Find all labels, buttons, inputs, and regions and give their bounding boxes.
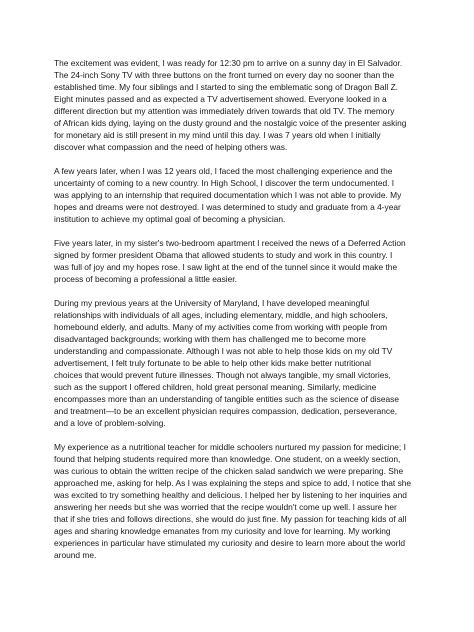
text-line: disadvantaged backgrounds; working with them has challenged me to become more — [54, 334, 366, 344]
text-line: approached me, asking for help. As I was explaining the steps and spice to add, I notice that she — [54, 478, 412, 488]
text-line: Eight minutes passed and as expected a TV advertisement showed. Everyone looked in a — [54, 94, 387, 104]
text-line: and treatment—to be an excellent physician requires compassion, dedication, perseverance, — [54, 406, 398, 416]
text-line: signed by former president Obama that allowed students to study and work in this country. I — [54, 250, 393, 260]
text-line: hopes and dreams were not destroyed. I was determined to study and graduate from a 4-year — [54, 202, 401, 212]
text-line: such as the support I offered children, hold great personal meaning. Similarly, medicine — [54, 382, 377, 392]
paragraph-deferred-action — [54, 237, 430, 285]
text-line: experiences in particular have stimulated my curiosity and desire to learn more about the world — [54, 538, 405, 548]
text-line: understanding and compassionate. Although I was not able to help those kids on my old TV — [54, 346, 393, 356]
text-line: During my previous years at the University of Maryland, I have developed meaningful — [54, 298, 370, 308]
text-line: uncertainty of coming to a new country. In High School, I discover the term undocumented. I — [54, 178, 395, 188]
text-line: was excited to try something healthy and delicious. I helped her by listening to her inquiries and — [54, 490, 407, 500]
text-line: was curious to obtain the written recipe of the chicken salad sandwich we were preparing. She — [54, 466, 404, 476]
text-line: that if she tries and follows directions, she would do just fine. My passion for teaching kids of all — [54, 514, 407, 524]
text-line: The excitement was evident, I was ready for 12:30 pm to arrive on a sunny day in El Salvador. — [54, 58, 403, 68]
text-line: advertisement, I felt truly fortunate to be able to help other kids make better nutritional — [54, 358, 372, 368]
document-body — [54, 57, 430, 573]
text-line: found that helping students required more than knowledge. One student, on a weekly section, — [54, 454, 401, 464]
text-line: for monetary aid is still present in my mind until this day. I was 7 years old when I initially — [54, 130, 381, 140]
text-line: discover what compassion and the need of helping others was. — [54, 142, 288, 152]
text-line: relationships with individuals of all ages, including elementary, middle, and high schoolers, — [54, 310, 388, 320]
text-line: Five years later, in my sister's two-bedroom apartment I received the news of a Deferred Action — [54, 238, 406, 248]
text-line: answering her needs but she was worried that the recipe wouldn't come up well. I assure her — [54, 502, 397, 512]
text-line: My experience as a nutritional teacher for middle schoolers nurtured my passion for medicine; I — [54, 442, 406, 452]
paragraph-nutrition-teacher — [54, 441, 430, 561]
text-line: of African kids dying, laying on the dusty ground and the nostalgic voice of the presenter asking — [54, 118, 407, 128]
paragraph-childhood-memory — [54, 57, 430, 153]
text-line: and a love of problem-solving. — [54, 418, 166, 428]
text-line: choices that would prevent future illnesses. Though not always tangible, my small victories, — [54, 370, 391, 380]
text-line: encompasses more than an understanding of tangible entities such as the science of disease — [54, 394, 399, 404]
text-line: institution to achieve my optimal goal of becoming a physician. — [54, 214, 286, 224]
paragraph-university — [54, 297, 430, 429]
text-line: was full of joy and my hopes rose. I saw light at the end of the tunnel since it would make the — [54, 262, 398, 272]
text-line: homebound elderly, and adults. Many of my activities come from working with people from — [54, 322, 388, 332]
paragraph-new-country — [54, 165, 430, 225]
text-line: A few years later, when I was 12 years old, I faced the most challenging experience and the — [54, 166, 393, 176]
text-line: process of becoming a professional a little easier. — [54, 274, 237, 284]
text-line: established time. My four siblings and I started to sing the emblematic song of Dragon Ball Z. — [54, 82, 399, 92]
text-line: The 24-inch Sony TV with three buttons on the front turned on every day no sooner than the — [54, 70, 395, 80]
text-line: ages and sharing knowledge emanates from my curiosity and love for learning. My working — [54, 526, 391, 536]
text-line: around me. — [54, 550, 97, 560]
text-line: different direction but my attention was immediately driven towards that old TV. The memory — [54, 106, 395, 116]
text-line: was applying to an internship that required documentation which I was not able to provide. My — [54, 190, 402, 200]
